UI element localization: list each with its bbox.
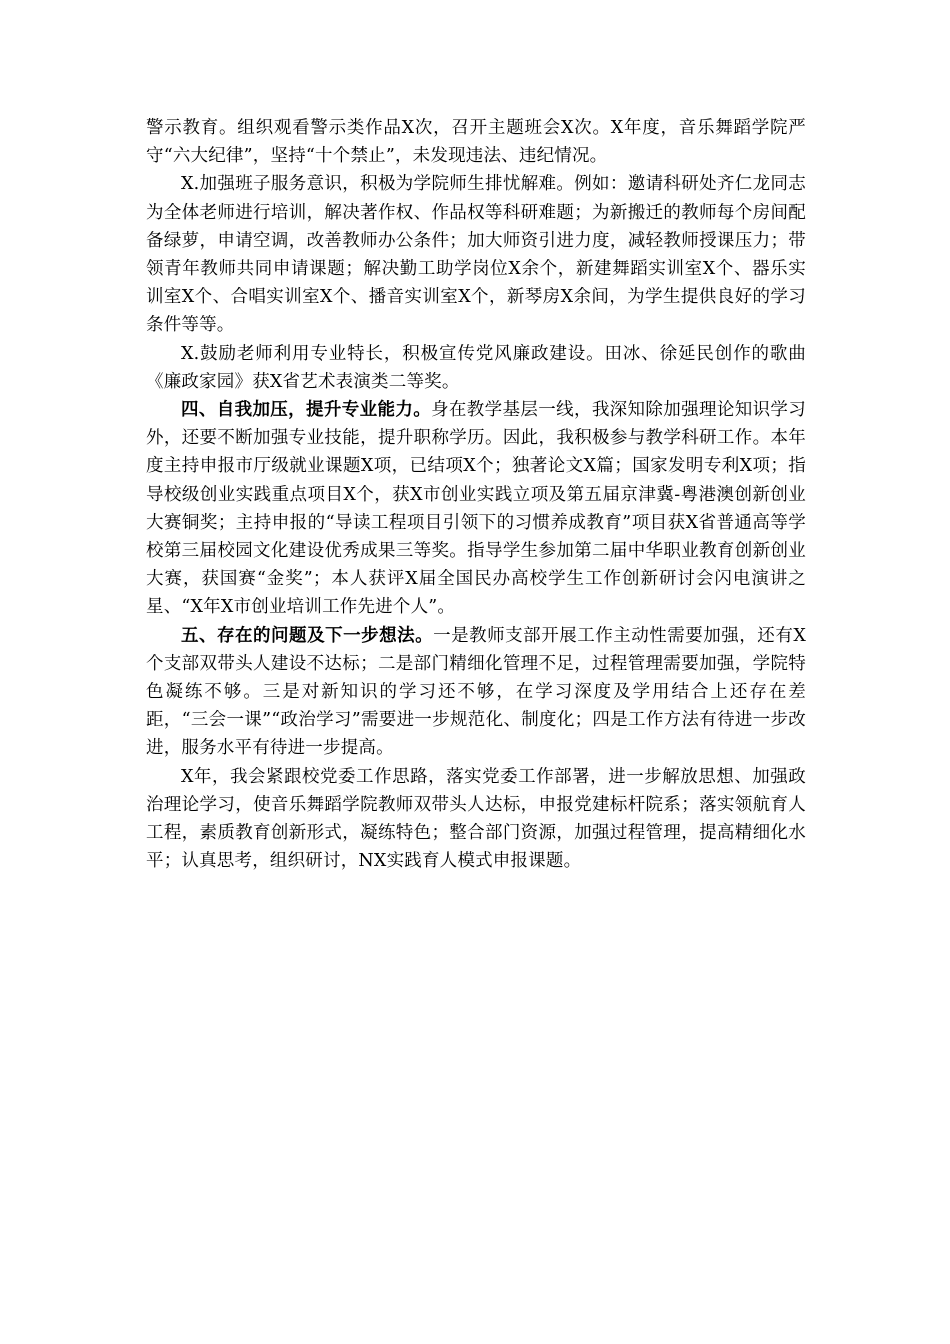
- paragraph-text: 警示教育。组织观看警示类作品X次，召开主题班会X次。X年度，音乐舞蹈学院严守“六大纪律”，坚持“十个禁止”，未发现违法、违纪情况。: [146, 118, 806, 167]
- section-heading: 四、自我加压，提升专业能力。: [181, 400, 432, 421]
- paragraph-text: 一是教师支部开展工作主动性需要加强，还有X个支部双带头人建设不达标；二是部门精细化管理不足，过程管理需要加强，学院特色凝练不够。三是对新知识的学习还不够，在学习深度及学用结合上还存在差距，“三会一课”“政治学习”需要进一步规范化、制度化；四是工作方法有待进一步改进，服务水平有待进一步提高。: [146, 625, 806, 759]
- paragraph-service-awareness: [146, 170, 806, 339]
- paragraph-text: X年，我会紧跟校党委工作思路，落实党委工作部署，进一步解放思想、加强政治理论学习，使音乐舞蹈学院教师双带头人达标，申报党建标杆院系；落实领航育人工程，素质教育创新形式，凝练特色；整合部门资源，加强过程管理，提高精细化水平；认真思考，组织研讨，NX实践育人模式申报课题。: [146, 766, 806, 872]
- paragraph-text: X.鼓励老师利用专业特长，积极宣传党风廉政建设。田冰、徐延民创作的歌曲《廉政家园》获X省艺术表演类二等奖。: [146, 343, 806, 392]
- paragraph-text: 身在教学基层一线，我深知除加强理论知识学习外，还要不断加强专业技能，提升职称学历。因此，我积极参与教学科研工作。本年度主持申报市厅级就业课题X项，已结项X个；独著论文X篇；国家发明专利X项；指导校级创业实践重点项目X个，获X市创业实践立项及第五届京津冀-粤港澳创新创业大赛铜奖；主持申报的“导读工程项目引领下的习惯养成教育”项目获X省普通高等学校第三届校园文化建设优秀成果三等奖。指导学生参加第二届中华职业教育创新创业大赛，获国赛“金奖”；本人获评X届全国民办高校学生工作创新研讨会闪电演讲之星、“X年X市创业培训工作先进个人”。: [146, 400, 806, 618]
- section-heading: 五、存在的问题及下一步想法。: [181, 625, 434, 646]
- paragraph-professional-ability: [146, 396, 806, 622]
- paragraph-future-plan: [146, 763, 806, 876]
- paragraph-warning-education: [146, 114, 806, 170]
- paragraph-text: X.加强班子服务意识，积极为学院师生排忧解难。例如：邀请科研处齐仁龙同志为全体老师进行培训，解决著作权、作品权等科研难题；为新搬迁的教师每个房间配备绿萝，申请空调，改善教师办公条件；加大师资引进力度，减轻教师授课压力；带领青年教师共同申请课题；解决勤工助学岗位X余个，新建舞蹈实训室X个、器乐实训室X个、合唱实训室X个、播音实训室X个，新琴房X余间，为学生提供良好的学习条件等等。: [146, 174, 806, 336]
- paragraph-problems-next-steps: [146, 622, 806, 763]
- paragraph-integrity-promotion: [146, 340, 806, 396]
- document-body: [146, 114, 806, 875]
